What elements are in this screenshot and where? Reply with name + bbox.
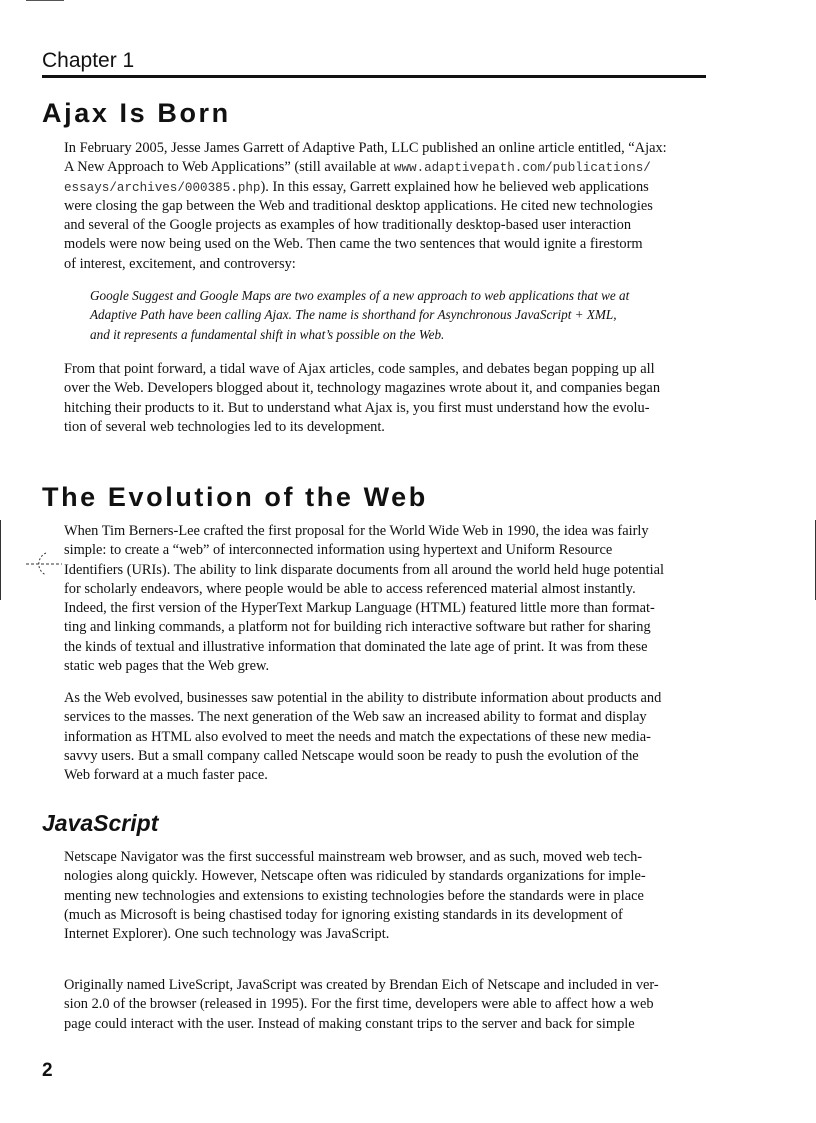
margin-registration-mark — [26, 549, 62, 579]
crop-mark — [26, 0, 64, 1]
paragraph-netscape: Netscape Navigator was the first successful mainstream web browser, and as such, moved web tech- nologies along quickly. However, Netscape often was ridiculed by standards organizations for imple- menting new technologies and extensions to existing technologies before the standards were in place (much as Microsoft is being chastised today for ignoring existing standards in its development of Internet Explorer). One such technology was JavaScript. — [64, 849, 646, 943]
subsection-title-javascript: JavaScript — [42, 810, 159, 836]
chapter-header: Chapter 1 — [42, 48, 706, 78]
section-title-ajax-is-born: Ajax Is Born — [42, 98, 231, 128]
paragraph-web-origins: When Tim Berners-Lee crafted the first proposal for the World Wide Web in 1990, the idea was fairly simple: to create a “web” of interconnected information using hypertext and Uniform Resource Identifiers (URIs). The ability to link disparate documents from all around the world held huge potential for scholarly endeavors, where people would be able to access referenced material almost instantly. Indeed, the first version of the HyperText Markup Language (HTML) featured little more than format- ting and linking commands, a platform not for building rich interactive software but rather for sharing the kinds of textual and illustrative information that dominated the late age of print. It was from these static web pages that the Web grew. — [64, 523, 664, 675]
left-edge-line — [0, 520, 1, 600]
paragraph-ajax-wave: From that point forward, a tidal wave of Ajax articles, code samples, and debates began popping up all over the Web. Developers blogged about it, technology magazines wrote about it, and companies began hitching their products to it. But to understand what Ajax is, you first must understand how the evolu- tion of several web technologies led to its development. — [64, 361, 661, 435]
block-quote: Google Suggest and Google Maps are two examples of a new approach to web applications that we at Adaptive Path have been calling Ajax. The name is shorthand for Asynchronous JavaScript + XML, and it represents a fundamental shift in what’s possible on the Web. — [90, 288, 630, 342]
article-url: www.adaptivepath.com/publications/ — [393, 161, 651, 176]
paragraph-livescript: Originally named LiveScript, JavaScript was created by Brendan Eich of Netscape and included in ver- sion 2.0 of the browser (released in 1995). For the first time, developers were able to affect how a web page could interact with the user. Instead of making constant trips to the server and back for simple — [64, 977, 659, 1032]
paragraph-web-evolved: As the Web evolved, businesses saw potential in the ability to distribute information about products and services to the masses. The next generation of the Web saw an increased ability to format and display information as HTML also evolved to meet the needs and match the expectations of these new media- savvy users. But a small company called Netscape would soon be ready to push the evolution of the Web forward at a much faster pace. — [64, 690, 662, 784]
paragraph-ajax-intro: In February 2005, Jesse James Garrett of Adaptive Path, LLC published an online article entitled, “Ajax: A New Approach to Web Applications” (still available at www.adaptivepath.com/publications/ essays/archives/000385.php). In this essay, Garrett explained how he believed web applications were closing the gap between the Web and traditional desktop applications. He cited new technologies and several of the Google projects as examples of how traditionally desktop-based user interaction models were now being used on the Web. Then came the two sentences that would ignite a firestorm of interest, excitement, and controversy: — [64, 140, 667, 272]
article-url-continued: essays/archives/000385.php — [64, 180, 261, 195]
section-title-evolution-of-web: The Evolution of the Web — [42, 482, 428, 512]
page-number: 2 — [42, 1060, 53, 1081]
